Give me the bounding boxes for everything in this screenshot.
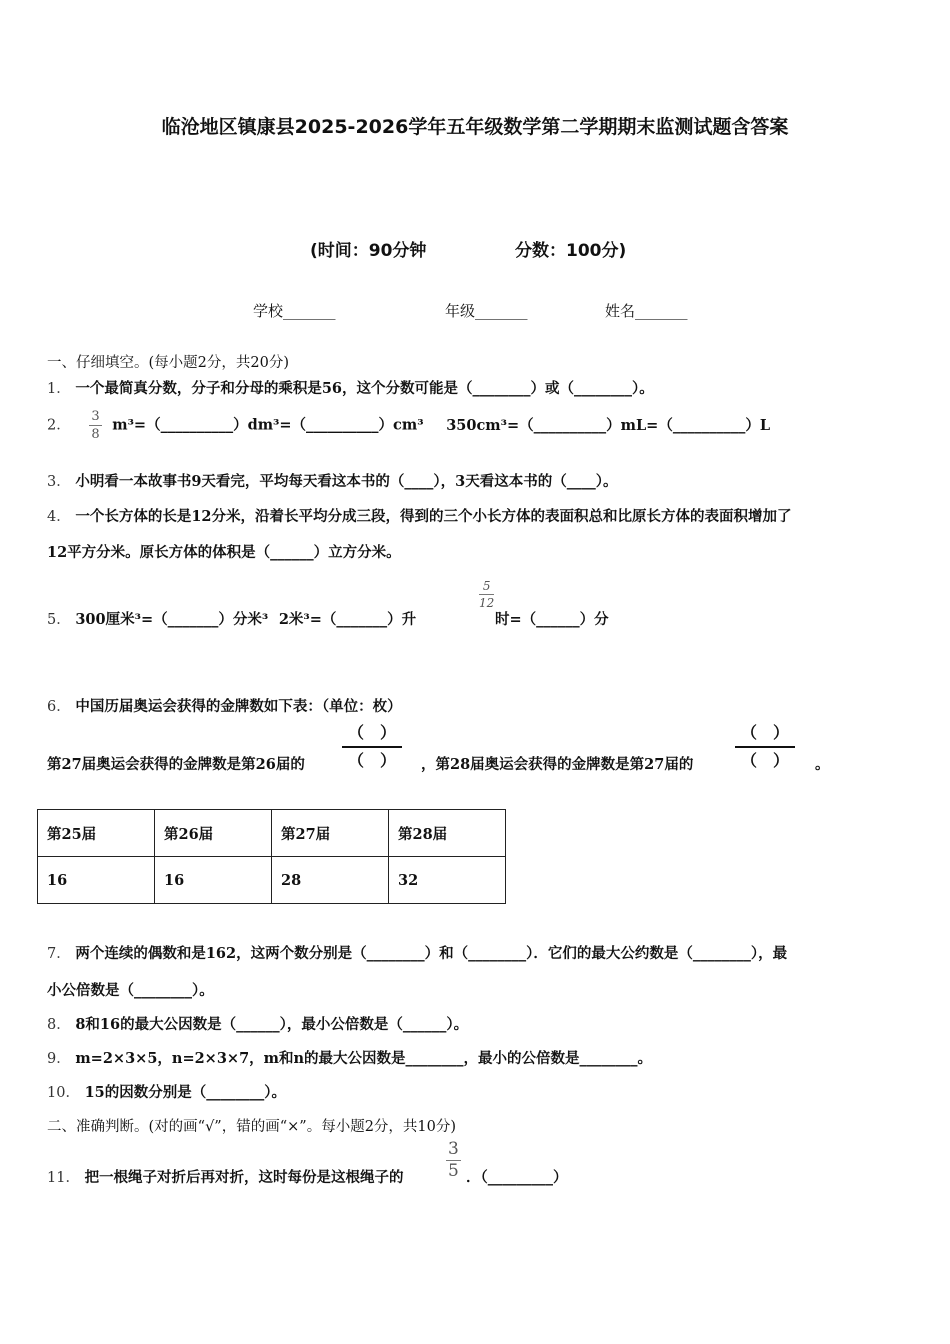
blank-numerator: （ ）: [735, 724, 795, 748]
question-text: 15的因数分别是（________）。: [84, 1084, 286, 1101]
table-row: [38, 857, 506, 904]
exam-score: 分数：100分): [515, 241, 627, 261]
question-text-2: ，第28届奥运会获得的金牌数是第27届的: [421, 756, 694, 773]
question-7: [47, 942, 787, 963]
exam-time: (时间：90分钟: [310, 241, 427, 261]
question-text: 8和16的最大公因数是（______），最小公倍数是（______）。: [75, 1016, 469, 1033]
question-text-2: 12平方分米。原长方体的体积是（______）立方分米。: [47, 544, 401, 561]
question-text: 中国历届奥运会获得的金牌数如下表：（单位：枚）: [75, 698, 402, 715]
question-number: 2．: [47, 417, 71, 434]
fraction: [479, 580, 494, 609]
blank-denominator: （ ）: [348, 750, 397, 770]
question-6-middle: [421, 753, 693, 774]
question-11-tail: [466, 1166, 568, 1187]
question-4-continued: [47, 541, 401, 562]
question-number: 5．: [47, 612, 71, 628]
grade-field: 年级_______: [445, 302, 528, 320]
question-2: [47, 410, 770, 441]
table-cell: 32: [389, 857, 506, 904]
question-number: 10．: [47, 1085, 80, 1101]
section-heading-2: 二、准确判断。(对的画“√”，错的画“×”。每小题2分，共10分): [47, 1119, 457, 1135]
question-text-2: 350cm³=（__________）mL=（__________）L: [446, 416, 771, 434]
fraction-denominator: 5: [448, 1161, 459, 1181]
blank-denominator: （ ）: [741, 750, 790, 770]
question-text-2: 2米³=（_______）升: [278, 611, 417, 628]
table-header-cell: 第26届: [155, 810, 272, 857]
question-6: [47, 695, 402, 716]
question-number: 4．: [47, 509, 71, 525]
question-8: [47, 1013, 468, 1034]
question-number: 6．: [47, 699, 71, 715]
question-1: [47, 377, 654, 398]
question-5: [47, 608, 416, 629]
fraction-denominator: 8: [91, 427, 100, 442]
fraction-numerator: 5: [479, 580, 494, 595]
page-title: 临沧地区镇康县2025-2026学年五年级数学第二学期期末监测试题含答案: [161, 116, 789, 138]
question-text: 把一根绳子对折后再对折，这时每份是这根绳子的: [84, 1169, 404, 1186]
question-7-continued: [47, 979, 214, 1000]
question-text: 一个最简真分数，分子和分母的乘积是56，这个分数可能是（________）或（________）。: [75, 380, 654, 397]
fraction-numerator: 3: [448, 1139, 459, 1159]
question-3: [47, 470, 618, 491]
question-text-2: 小公倍数是（________）。: [47, 982, 214, 999]
question-number: 3．: [47, 474, 71, 490]
question-number: 8．: [47, 1017, 71, 1033]
question-text: 两个连续的偶数和是162，这两个数分别是（________）和（________）．它们的最大公约数是（________），最: [75, 945, 788, 962]
question-text: 300厘米³=（_______）分米³: [75, 611, 269, 628]
question-number: 1．: [47, 381, 71, 397]
question-6-end: [815, 753, 830, 774]
question-text-3: 。: [815, 756, 830, 773]
question-5-tail: [495, 608, 609, 629]
question-text: 一个长方体的长是12分米，沿着长平均分成三段，得到的三个小长方体的表面积总和比原长方体的表面积增加了: [75, 508, 792, 525]
table-header-cell: 第27届: [272, 810, 389, 857]
question-text-2: ．（_________）: [466, 1169, 568, 1186]
question-4: [47, 505, 792, 526]
question-text: m³=（__________）dm³=（__________）cm³: [112, 416, 424, 434]
table-cell: 16: [38, 857, 155, 904]
table-cell: 28: [272, 857, 389, 904]
name-field: 姓名_______: [605, 302, 688, 320]
question-11: [47, 1166, 404, 1187]
question-9: [47, 1047, 652, 1068]
school-field: 学校_______: [253, 302, 336, 320]
table-header-cell: 第25届: [38, 810, 155, 857]
question-text: 小明看一本故事书9天看完，平均每天看这本书的（____），3天看这本书的（____）。: [75, 473, 618, 490]
fraction-denominator: 12: [479, 596, 495, 610]
question-text: 第27届奥运会获得的金牌数是第26届的: [47, 756, 305, 773]
medal-table: [37, 809, 506, 904]
question-text: m=2×3×5，n=2×3×7，m和n的最大公因数是________，最小的公倍数是________。: [75, 1050, 653, 1067]
blank-numerator: （ ）: [342, 724, 402, 748]
table-cell: 16: [155, 857, 272, 904]
question-text-3: 时=（______）分: [495, 611, 609, 628]
table-header-cell: 第28届: [389, 810, 506, 857]
question-6-line-2: [47, 753, 305, 774]
question-10: [47, 1081, 286, 1102]
fraction: [446, 1141, 461, 1180]
question-number: 7．: [47, 946, 71, 962]
fraction: [89, 410, 101, 441]
blank-fraction: [342, 724, 402, 769]
fraction-numerator: 3: [91, 409, 100, 424]
table-header-row: [38, 810, 506, 857]
question-number: 9．: [47, 1051, 71, 1067]
section-heading-1: 一、仔细填空。(每小题2分，共20分): [47, 355, 289, 371]
question-number: 11．: [47, 1170, 80, 1186]
blank-fraction: [735, 724, 795, 769]
